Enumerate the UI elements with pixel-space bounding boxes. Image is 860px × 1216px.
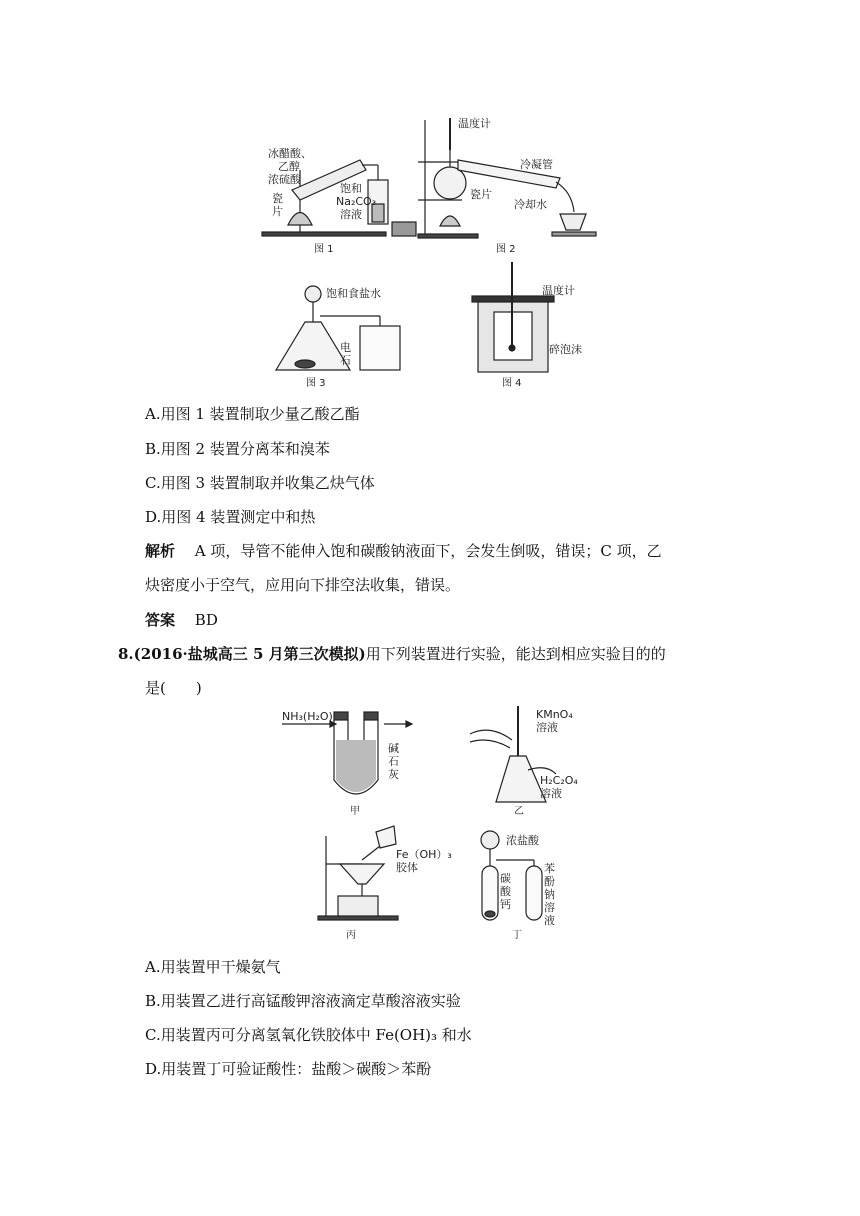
fig1-reagent-line1: 冰醋酸、 [268,147,312,160]
q7-option-b: B.用图 2 装置分离苯和溴苯 [145,440,330,458]
fig1-reagent-line2: 乙醇 [278,160,300,173]
fig3-caption: 图 3 [306,378,326,389]
fig2-thermometer-label: 温度计 [458,117,491,130]
fig1-na2co3-line2: Na₂CO₃ [336,195,377,208]
yi-kmno4-2: 溶液 [536,721,558,734]
analysis-label: 解析 [145,542,176,560]
fig2-condenser-label: 冷凝管 [520,158,553,171]
bing-feoh3-1: Fe（OH）₃ [396,848,452,861]
ding-phenolate-4: 溶 [544,901,555,914]
q8-stem-text: 用下列装置进行实验，能达到相应实验目的的 [365,645,666,663]
ding-caco3-3: 钙 [500,898,511,911]
q7-option-c: C.用图 3 装置制取并收集乙炔气体 [145,474,375,492]
fig2-coolwater-label: 冷却水 [514,198,547,211]
yi-h2c2o4-1: H₂C₂O₄ [540,774,578,787]
q7-analysis-line1 [145,541,662,561]
q8-stem-line1 [118,644,666,664]
figure-panel-top [0,0,860,400]
jia-caption: 甲 [350,806,360,817]
fig3-carbide-line2: 石 [340,354,351,367]
ding-phenolate-5: 液 [544,914,555,927]
fig1-na2co3-line1: 饱和 [340,182,362,195]
fig2-caption: 图 2 [496,244,516,255]
jia-sodalime-1: 碱 [388,742,399,755]
bing-feoh3-2: 胶体 [396,861,418,874]
figure-4 [472,262,554,372]
q8-option-c: C.用装置丙可分离氢氧化铁胶体中 Fe(OH)₃ 和水 [145,1026,472,1044]
fig4-foam-label: 碎泡沫 [549,343,582,356]
ding-caco3-2: 酸 [500,885,511,898]
yi-h2c2o4-2: 溶液 [540,787,562,800]
fig3-brine-label: 饱和食盐水 [326,287,381,300]
ding-caco3-1: 碳 [500,872,511,885]
q8-option-a: A.用装置甲干燥氨气 [145,958,281,976]
fig1-caption: 图 1 [314,244,334,255]
q7-option-a: A.用图 1 装置制取少量乙酸乙酯 [145,405,360,423]
jia-nh3-label: NH₃(H₂O) [282,710,333,723]
yi-kmno4-1: KMnO₄ [536,708,573,721]
fig1-chips-line1: 瓷 [272,192,283,205]
fig4-thermometer-label: 温度计 [542,284,575,297]
jia-sodalime-2: 石 [388,755,399,768]
yi-caption: 乙 [514,806,524,817]
bing-caption: 丙 [346,930,356,941]
q8-source: (2016·盐城高三 5 月第三次模拟) [133,645,366,663]
ding-phenolate-3: 钠 [544,888,555,901]
ding-phenolate-1: 苯 [544,862,555,875]
fig1-reagent-line3: 浓硫酸 [268,173,301,186]
analysis-text-1: A 项，导管不能伸入饱和碳酸钠液面下，会发生倒吸，错误；C 项，乙 [194,542,662,560]
q8-number: 8. [118,645,134,663]
q7-option-d: D.用图 4 装置测定中和热 [145,508,316,526]
q7-answer [145,610,218,630]
fig4-caption: 图 4 [502,378,522,389]
figure-2 [418,118,596,238]
answer-label: 答案 [145,611,176,629]
fig1-na2co3-line3: 溶液 [340,208,362,221]
q8-stem-line2: 是( ) [145,679,202,697]
q8-option-b: B.用装置乙进行高锰酸钾溶液滴定草酸溶液实验 [145,992,461,1010]
answer-value: BD [194,611,218,629]
q7-analysis-line2: 炔密度小于空气，应用向下排空法收集，错误。 [145,576,461,594]
ding-hcl-label: 浓盐酸 [506,834,539,847]
ding-phenolate-2: 酚 [544,875,555,888]
fig2-chips-label: 瓷片 [470,188,492,201]
jia-sodalime-3: 灰 [388,768,399,781]
q8-option-d: D.用装置丁可验证酸性：盐酸＞碳酸＞苯酚 [145,1060,432,1078]
figure-bing [318,826,398,920]
fig1-chips-line2: 片 [272,205,283,218]
fig3-carbide-line1: 电 [340,341,351,354]
figure-panel-q8 [0,700,860,950]
ding-caption: 丁 [512,930,522,941]
